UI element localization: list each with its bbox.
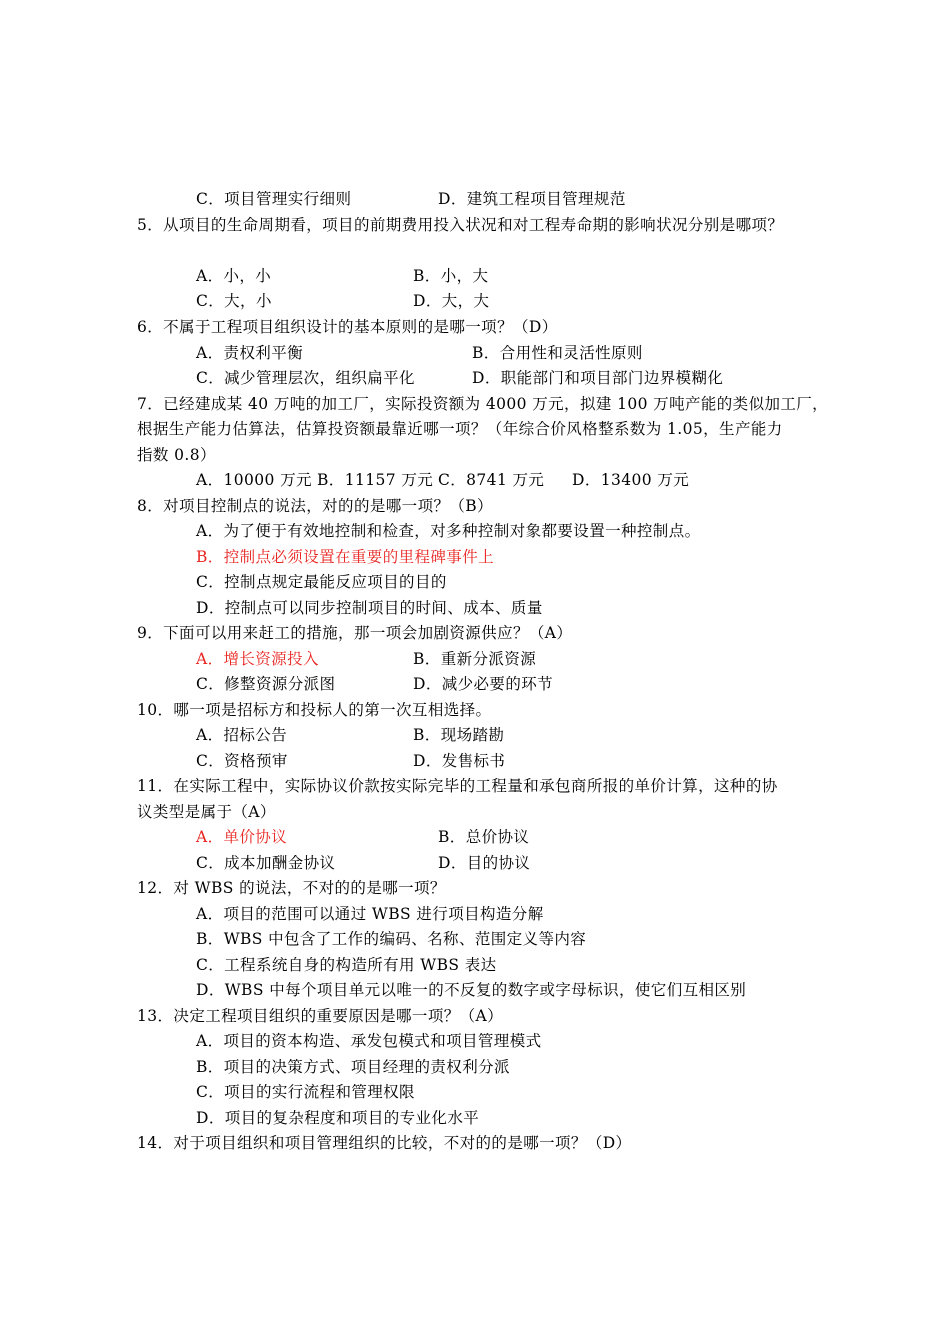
q13-stem: 13．决定工程项目组织的重要原因是哪一项？（A） (137, 1007, 504, 1025)
q8-stem: 8．对项目控制点的说法，对的的是哪一项？（B） (137, 497, 493, 515)
q6-option-a: A．责权利平衡 (196, 344, 303, 362)
q8-option-d: D．控制点可以同步控制项目的时间、成本、质量 (196, 599, 543, 617)
q4-option-c: C．项目管理实行细则 (196, 190, 352, 208)
q9-option-c: C．修整资源分派图 (196, 675, 336, 693)
q6-option-c: C．减少管理层次，组织扁平化 (196, 369, 415, 387)
q13-option-a: A．项目的资本构造、承发包模式和项目管理模式 (196, 1032, 542, 1050)
q11-option-b: B．总价协议 (438, 828, 530, 846)
q14-stem: 14．对于项目组织和项目管理组织的比较，不对的的是哪一项？（D） (137, 1134, 632, 1152)
q7-stem-line2: 根据生产能力估算法，估算投资额最靠近哪一项？（年综合价风格整系数为 1.05，生产能力 (137, 420, 783, 438)
q5-stem: 5．从项目的生命周期看，项目的前期费用投入状况和对工程寿命期的影响状况分别是哪项？ (137, 216, 784, 234)
q12-option-a: A．项目的范围可以通过 WBS 进行项目构造分解 (196, 905, 544, 923)
q7-stem-line3: 指数 0.8） (137, 446, 216, 464)
q7-option-a: A．10000 万元 (196, 471, 312, 489)
q5-option-d: D．大，大 (413, 292, 490, 310)
q11-option-d: D．目的协议 (438, 854, 531, 872)
q5-option-b: B．小，大 (413, 267, 489, 285)
q8-option-c: C．控制点规定最能反应项目的目的 (196, 573, 447, 591)
q13-option-d: D．项目的复杂程度和项目的专业化水平 (196, 1109, 480, 1127)
q9-option-a-answer: A．增长资源投入 (196, 650, 319, 668)
q13-option-b: B．项目的决策方式、项目经理的责权利分派 (196, 1058, 510, 1076)
q10-stem: 10．哪一项是招标方和投标人的第一次互相选择。 (137, 701, 492, 719)
q6-option-b: B．合用性和灵活性原则 (472, 344, 643, 362)
q10-option-b: B．现场踏勘 (413, 726, 505, 744)
q10-option-a: A．招标公告 (196, 726, 288, 744)
q5-option-c: C．大，小 (196, 292, 272, 310)
q6-option-d: D．职能部门和项目部门边界模糊化 (472, 369, 724, 387)
q12-option-c: C．工程系统自身的构造所有用 WBS 表达 (196, 956, 497, 974)
q9-option-b: B．重新分派资源 (413, 650, 537, 668)
q11-option-a-answer: A．单价协议 (196, 828, 288, 846)
q11-stem-line2: 议类型是属于（A） (137, 803, 276, 821)
q9-stem: 9．下面可以用来赶工的措施，那一项会加剧资源供应？（A） (137, 624, 573, 642)
q9-option-d: D．减少必要的环节 (413, 675, 554, 693)
q11-stem-line1: 11．在实际工程中，实际协议价款按实际完毕的工程量和承包商所报的单价计算，这种的协 (137, 777, 778, 795)
q7-option-d: D．13400 万元 (572, 471, 690, 489)
q7-option-b: B．11157 万元 (317, 471, 434, 489)
q12-option-d: D．WBS 中每个项目单元以唯一的不反复的数字或字母标识，使它们互相区别 (196, 981, 747, 999)
q12-option-b: B．WBS 中包含了工作的编码、名称、范围定义等内容 (196, 930, 587, 948)
q12-stem: 12．对 WBS 的说法，不对的的是哪一项？ (137, 879, 446, 897)
q8-option-a: A．为了便于有效地控制和检查，对多种控制对象都要设置一种控制点。 (196, 522, 701, 540)
q6-stem: 6．不属于工程项目组织设计的基本原则的是哪一项？（D） (137, 318, 558, 336)
q8-option-b-answer: B．控制点必须设置在重要的里程碑事件上 (196, 548, 494, 566)
q5-option-a: A．小，小 (196, 267, 272, 285)
q11-option-c: C．成本加酬金协议 (196, 854, 336, 872)
q10-option-c: C．资格预审 (196, 752, 288, 770)
q7-option-c: C．8741 万元 (438, 471, 545, 489)
q10-option-d: D．发售标书 (413, 752, 506, 770)
q13-option-c: C．项目的实行流程和管理权限 (196, 1083, 415, 1101)
q4-option-d: D．建筑工程项目管理规范 (438, 190, 626, 208)
q7-stem-line1: 7．已经建成某 40 万吨的加工厂，实际投资额为 4000 万元，拟建 100 万吨产能的类似加工厂， (137, 395, 829, 413)
